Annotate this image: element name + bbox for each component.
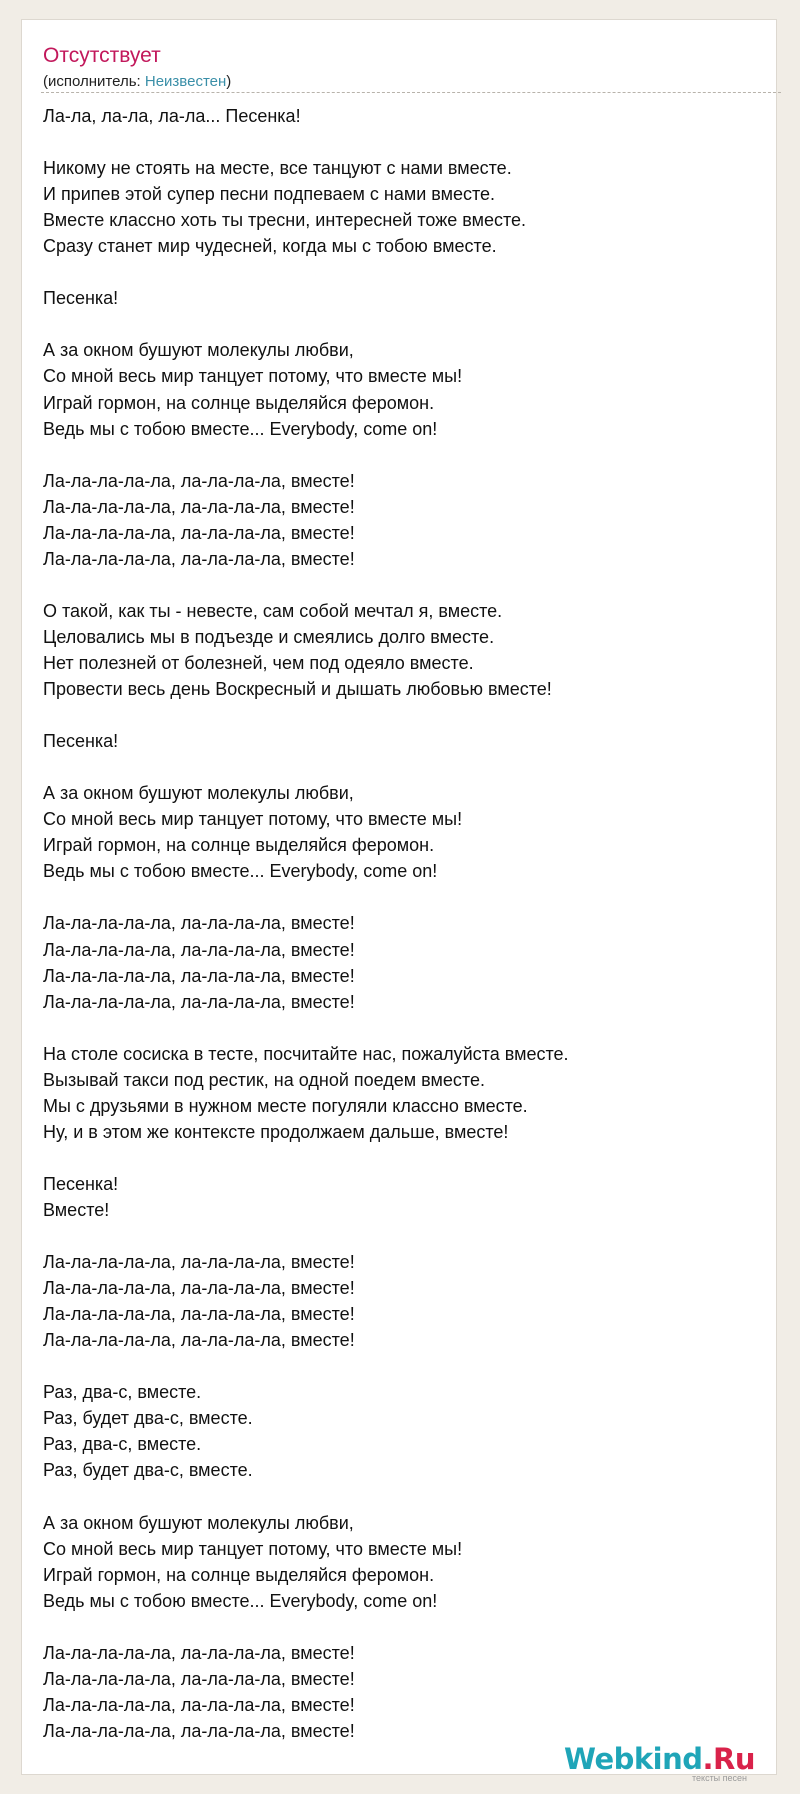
lyric-line: Со мной весь мир танцует потому, что вместе мы! <box>43 366 463 387</box>
lyric-line: Ла-ла-ла-ла-ла, ла-ла-ла-ла, вместе! <box>43 991 355 1012</box>
lyric-line: Сразу станет мир чудесней, когда мы с тобою вместе. <box>43 236 497 257</box>
lyric-line: Играй гормон, на солнце выделяйся феромон. <box>43 1564 435 1585</box>
lyric-line: А за окном бушуют молекулы любви, <box>43 783 354 804</box>
artist-link[interactable]: Неизвестен <box>144 73 227 90</box>
lyric-blank-line <box>43 754 763 780</box>
lyric-line: Раз, два-с, вместе. <box>43 1382 202 1403</box>
lyric-line: Ла-ла-ла-ла-ла, ла-ла-ла-ла, вместе! <box>43 913 355 934</box>
lyric-line: Вызывай такси под рестик, на одной поедем вместе. <box>43 1069 485 1090</box>
lyric-line: Раз, два-с, вместе. <box>43 1434 202 1455</box>
lyric-line: Ла-ла-ла-ла-ла, ла-ла-ла-ла, вместе! <box>43 522 355 543</box>
site-logo[interactable] <box>564 1742 756 1783</box>
lyric-line: Ла-ла-ла-ла-ла, ла-ла-ла-ла, вместе! <box>43 1694 355 1715</box>
lyric-line: Ла-ла-ла-ла-ла, ла-ла-ла-ла, вместе! <box>43 965 355 986</box>
lyric-blank-line <box>43 259 763 285</box>
brand-tagline: тексты песен <box>692 1773 748 1783</box>
artist-suffix: ) <box>226 73 232 90</box>
lyric-line: Играй гормон, на солнце выделяйся феромон. <box>43 392 435 413</box>
lyric-blank-line <box>43 1015 763 1041</box>
lyrics-text <box>43 103 763 1744</box>
lyric-line: И припев этой супер песни подпеваем с нами вместе. <box>43 184 496 205</box>
lyric-line: О такой, как ты - невесте, сам собой мечтал я, вместе. <box>43 600 503 621</box>
lyric-line: Ла-ла-ла-ла-ла, ла-ла-ла-ла, вместе! <box>43 1278 355 1299</box>
lyric-blank-line <box>43 1223 763 1249</box>
lyric-line: Нет полезней от болезней, чем под одеяло вместе. <box>43 652 474 673</box>
lyric-line: Мы с друзьями в нужном месте погуляли классно вместе. <box>43 1095 528 1116</box>
lyric-line: Провести весь день Воскресный и дышать любовью вместе! <box>43 679 552 700</box>
lyric-blank-line <box>43 1353 763 1379</box>
lyric-line: Ведь мы с тобою вместе... Everybody, come on! <box>43 1590 438 1611</box>
lyric-line: Ла-ла-ла-ла-ла, ла-ла-ла-ла, вместе! <box>43 1252 355 1273</box>
brand-name: Webkind <box>564 1742 703 1776</box>
brand-tld: .Ru <box>702 1742 756 1776</box>
lyric-line: Песенка! <box>43 731 119 752</box>
lyric-line: Вместе классно хоть ты тресни, интересней тоже вместе. <box>43 210 527 231</box>
lyric-line: Песенка! <box>43 1173 119 1194</box>
lyric-line: Ла-ла-ла-ла-ла, ла-ла-ла-ла, вместе! <box>43 1668 355 1689</box>
lyric-line: Ла-ла-ла-ла-ла, ла-ла-ла-ла, вместе! <box>43 1720 355 1741</box>
lyric-line: Со мной весь мир танцует потому, что вместе мы! <box>43 809 463 830</box>
artist-prefix: (исполнитель: <box>43 73 145 90</box>
lyric-line: Ла-ла, ла-ла, ла-ла... Песенка! <box>43 106 301 126</box>
lyric-line: На столе сосиска в тесте, посчитайте нас, пожалуйста вместе. <box>43 1043 569 1064</box>
lyric-line: Ведь мы с тобою вместе... Everybody, come on! <box>43 861 438 882</box>
lyric-blank-line <box>43 1483 763 1509</box>
lyric-blank-line <box>43 702 763 728</box>
lyric-blank-line <box>43 1614 763 1640</box>
lyric-blank-line <box>43 129 763 155</box>
brand-logo-text <box>564 1744 755 1774</box>
lyric-line: Целовались мы в подъезде и смеялись долго вместе. <box>43 626 495 647</box>
lyric-line: Ла-ла-ла-ла-ла, ла-ла-ла-ла, вместе! <box>43 1642 355 1663</box>
lyric-blank-line <box>43 311 763 337</box>
lyric-line: Ла-ла-ла-ла-ла, ла-ла-ла-ла, вместе! <box>43 548 355 569</box>
lyric-line: Ну, и в этом же контексте продолжаем дальше, вместе! <box>43 1121 509 1142</box>
lyric-line: Никому не стоять на месте, все танцуют с нами вместе. <box>43 158 512 179</box>
lyric-line: Ведь мы с тобою вместе... Everybody, come on! <box>43 418 438 439</box>
lyric-line: А за окном бушуют молекулы любви, <box>43 340 354 361</box>
header-divider <box>41 92 781 93</box>
lyric-line: Играй гормон, на солнце выделяйся феромон. <box>43 835 435 856</box>
lyric-line: Песенка! <box>43 288 119 309</box>
lyric-line: Ла-ла-ла-ла-ла, ла-ла-ла-ла, вместе! <box>43 939 355 960</box>
lyric-line: Ла-ла-ла-ла-ла, ла-ла-ла-ла, вместе! <box>43 1304 355 1325</box>
lyrics-card <box>21 19 777 1775</box>
artist-line <box>43 73 231 90</box>
lyric-line: А за окном бушуют молекулы любви, <box>43 1512 354 1533</box>
lyric-line: Ла-ла-ла-ла-ла, ла-ла-ла-ла, вместе! <box>43 470 355 491</box>
lyric-blank-line <box>43 884 763 910</box>
lyric-line: Раз, будет два-с, вместе. <box>43 1408 253 1429</box>
lyric-blank-line <box>43 572 763 598</box>
song-title: Отсутствует <box>43 44 161 67</box>
lyric-blank-line <box>43 442 763 468</box>
lyric-line: Ла-ла-ла-ла-ла, ла-ла-ла-ла, вместе! <box>43 496 355 517</box>
lyric-line: Раз, будет два-с, вместе. <box>43 1460 253 1481</box>
lyric-blank-line <box>43 1145 763 1171</box>
lyric-line: Со мной весь мир танцует потому, что вместе мы! <box>43 1538 463 1559</box>
lyric-line: Вместе! <box>43 1199 110 1220</box>
lyric-line: Ла-ла-ла-ла-ла, ла-ла-ла-ла, вместе! <box>43 1330 355 1351</box>
